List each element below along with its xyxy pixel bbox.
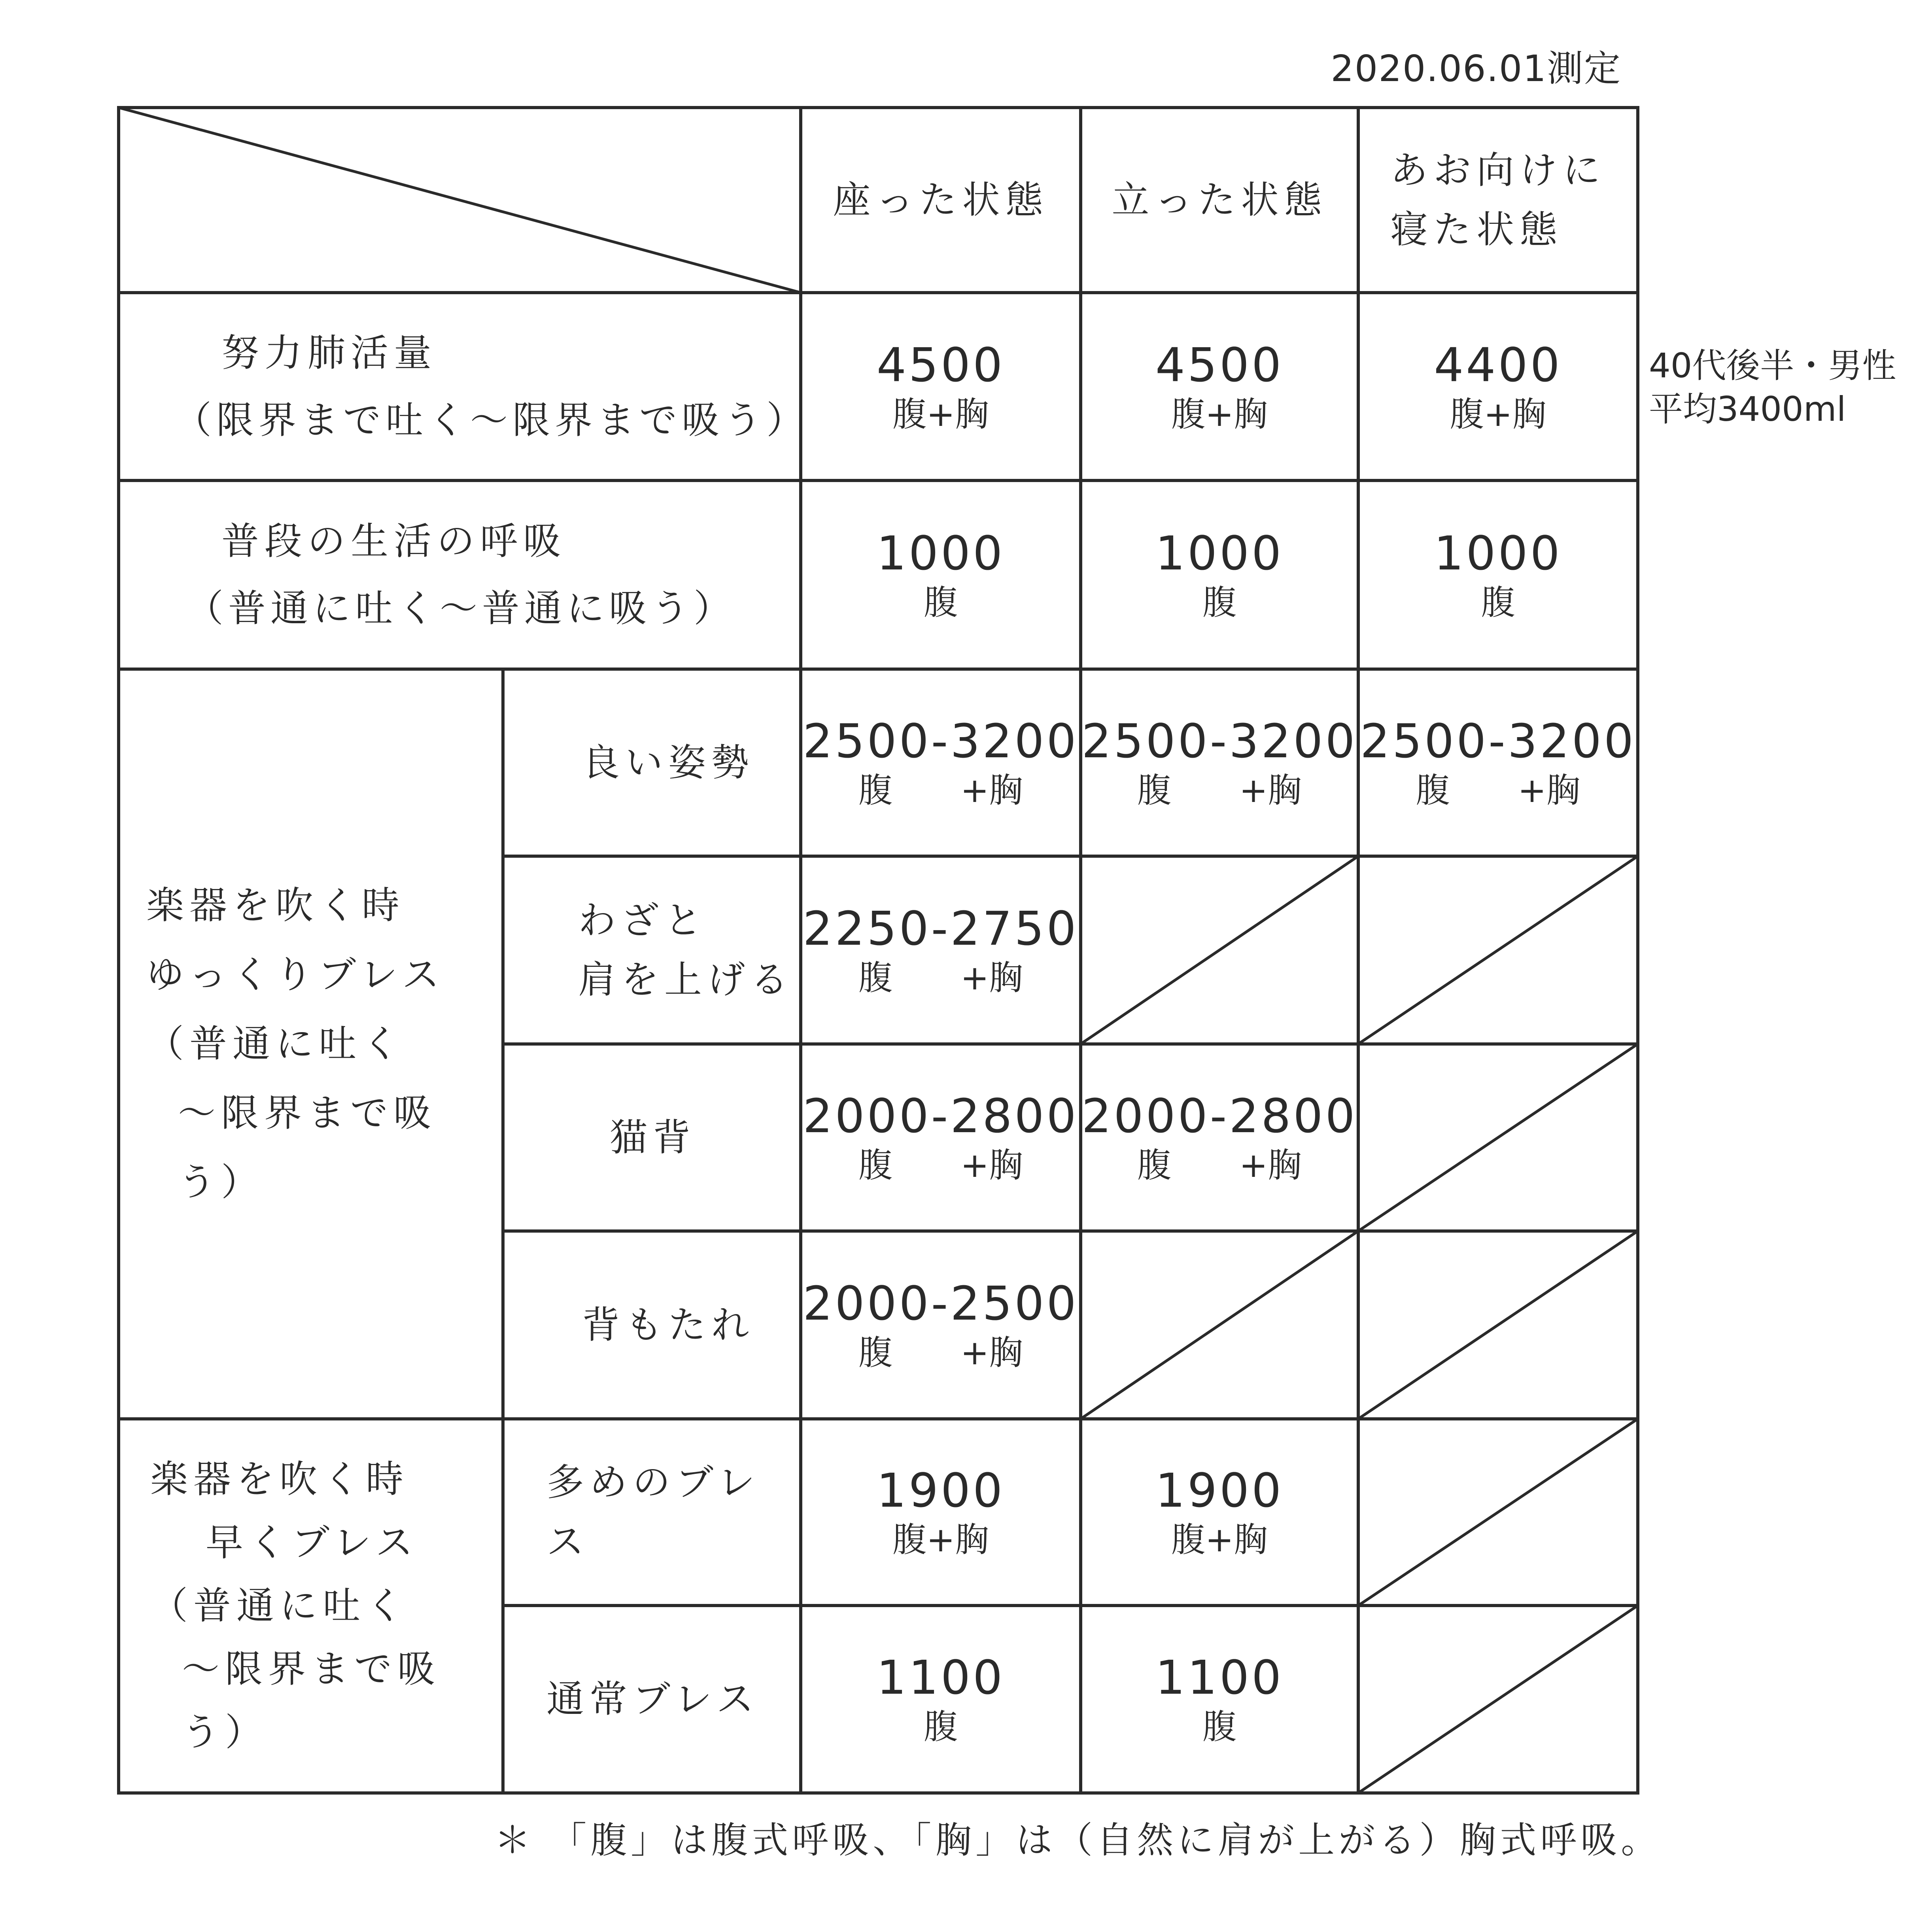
value-cell (801, 669, 1081, 856)
breathing-type: 腹+胸 (1171, 394, 1268, 434)
column-header-lying (1358, 108, 1638, 293)
posture-label-hunched (503, 1044, 801, 1231)
value-cell (801, 1044, 1081, 1231)
value-number: 2000-2800 (803, 1088, 1079, 1143)
value-cell (801, 480, 1081, 669)
value-number: 4400 (1434, 337, 1562, 392)
group-label-line: 楽器を吹く時 (150, 1458, 409, 1501)
group-label-slow-breath (119, 669, 503, 1419)
breathing-type: 腹 +胸 (858, 1333, 1023, 1373)
posture-label-good (503, 669, 801, 856)
breathing-type: 腹 +胸 (1137, 1145, 1302, 1185)
value-cell (801, 1419, 1081, 1606)
row-label-daily-breathing (119, 480, 801, 669)
breathing-type: 腹 (1481, 582, 1515, 622)
breathing-type: 腹+胸 (892, 394, 989, 434)
row-subtitle: （普通に吐く～普通に吸う） (186, 586, 736, 630)
empty-cell-diagonal (1358, 1044, 1638, 1231)
empty-cell-diagonal (1081, 856, 1358, 1044)
group-label-line: 早くブレス (206, 1521, 419, 1564)
group-label-line: 楽器を吹く時 (146, 883, 405, 927)
breathing-type: 腹 +胸 (1416, 770, 1580, 810)
breathing-type: 腹 +胸 (858, 1145, 1023, 1185)
row-label-forced-vital-capacity (119, 293, 809, 480)
footnote: ＊ 「腹」は腹式呼吸、「胸」は（自然に肩が上がる）胸式呼吸。 (494, 1819, 1662, 1861)
value-number: 1100 (876, 1650, 1005, 1705)
value-number: 1100 (1155, 1650, 1284, 1705)
column-header-sitting (801, 108, 1081, 293)
empty-cell-diagonal (1358, 1419, 1638, 1606)
posture-label: 多めのブレス (546, 1461, 761, 1564)
value-number: 2000-2500 (803, 1276, 1079, 1331)
value-number: 1900 (1155, 1463, 1284, 1518)
posture-label: わざと 肩を上げる (578, 898, 794, 1002)
value-number: 4500 (1155, 337, 1284, 392)
group-label-line: （普通に吐く (150, 1584, 409, 1628)
empty-cell-diagonal (1358, 856, 1638, 1044)
posture-label: 良い姿勢 (582, 741, 755, 785)
group-label-line: ゆっくりブレス (146, 953, 445, 997)
breathing-type: 腹 (1202, 582, 1236, 622)
side-note-average: 平均3400ml (1649, 390, 1846, 429)
group-label-quick-breath (119, 1419, 503, 1793)
breathing-type: 腹 +胸 (858, 958, 1023, 998)
value-cell (1358, 669, 1638, 856)
breathing-type: 腹 (924, 582, 958, 622)
posture-label-backrest (503, 1231, 801, 1419)
column-header-label: 座った状態 (833, 178, 1049, 222)
header-diagonal (119, 108, 801, 293)
posture-label: 猫背 (610, 1116, 696, 1159)
value-cell (1358, 293, 1638, 480)
value-number: 2500-3200 (803, 713, 1079, 768)
side-note-age: 40代後半・男性 (1649, 346, 1896, 386)
column-header-standing (1081, 108, 1358, 293)
value-cell (1081, 480, 1358, 669)
posture-label-raised-shoulders (503, 856, 801, 1044)
value-number: 1000 (1155, 526, 1284, 581)
value-cell (801, 1231, 1081, 1419)
value-cell (801, 1606, 1081, 1793)
column-header-label: 立った状態 (1112, 178, 1327, 222)
group-label-line: ～限界まで吸う） (182, 1647, 441, 1754)
value-cell (1081, 1419, 1358, 1606)
value-cell (801, 856, 1081, 1044)
breathing-type: 腹+胸 (892, 1520, 989, 1560)
posture-label: 背もたれ (582, 1303, 755, 1347)
value-number: 1900 (876, 1463, 1005, 1518)
breathing-type: 腹+胸 (1450, 394, 1546, 434)
empty-cell-diagonal (1358, 1231, 1638, 1419)
empty-cell-diagonal (1081, 1231, 1358, 1419)
value-cell (1081, 1044, 1358, 1231)
value-number: 1000 (876, 526, 1005, 581)
breathing-type: 腹 +胸 (1137, 770, 1302, 810)
row-title: 普段の生活の呼吸 (221, 519, 567, 563)
value-cell (1081, 669, 1358, 856)
posture-label-normal-breath (503, 1606, 801, 1793)
row-title: 努力肺活量 (221, 331, 437, 375)
group-label-line: （普通に吐く (146, 1022, 405, 1066)
breathing-type: 腹 +胸 (858, 770, 1023, 810)
value-cell (1358, 480, 1638, 669)
value-number: 2000-2800 (1081, 1088, 1357, 1143)
column-header-label: あお向けに 寝た状態 (1390, 149, 1606, 252)
group-label-line: ～限界まで吸う） (178, 1091, 437, 1204)
value-number: 2500-3200 (1081, 713, 1357, 768)
breathing-type: 腹+胸 (1171, 1520, 1268, 1560)
value-number: 4500 (876, 337, 1005, 392)
value-cell (801, 293, 1081, 480)
breathing-type: 腹 (924, 1707, 958, 1747)
value-number: 1000 (1434, 526, 1562, 581)
empty-cell-diagonal (1358, 1606, 1638, 1793)
measurement-date: 2020.06.01測定 (1331, 47, 1621, 90)
posture-label: 通常ブレス (546, 1677, 760, 1721)
value-cell (1081, 1606, 1358, 1793)
value-cell (1081, 293, 1358, 480)
breathing-type: 腹 (1202, 1707, 1236, 1747)
value-number: 2500-3200 (1360, 713, 1636, 768)
row-subtitle: （限界まで吐く～限界まで吸う） (174, 398, 809, 442)
value-number: 2250-2750 (803, 901, 1079, 956)
posture-label-large-breath (503, 1419, 801, 1606)
